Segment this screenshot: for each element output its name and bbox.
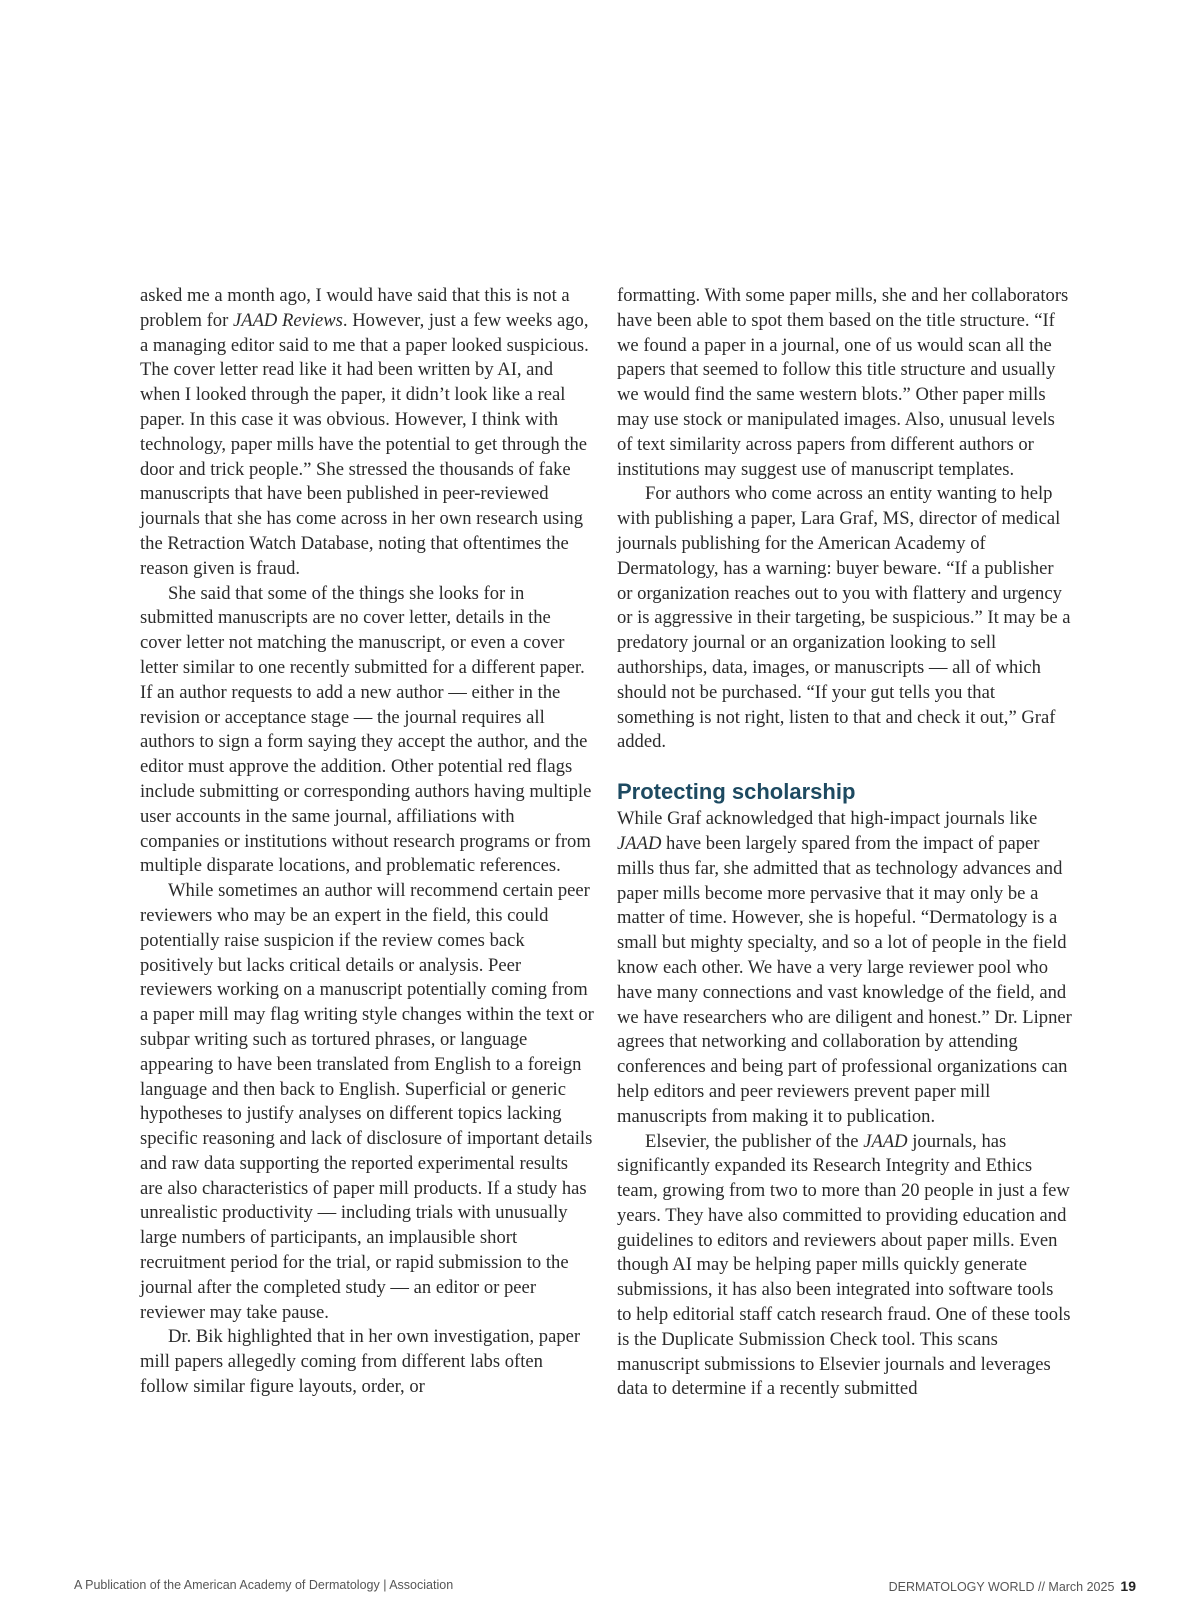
text-run: have been largely spared from the impact of paper mills thus far, she admitted that as technology advances and paper mills become more pervasive that it may only be a matter of time. However, she is hopeful. “Dermatology is a small but mighty specialty, and so a lot of people in the field know each other. We have a very large reviewer pool who have many connections and vast knowledge of the field, and we have researchers who are diligent and honest.” Dr. Lipner agrees that networking and collaboration by attending conferences and being part of professional organizations can help editors and peer reviewers prevent paper mill manuscripts from making it to publication. [617,832,1072,1127]
text-run: . However, just a few weeks ago, a managing editor said to me that a paper looked suspicious. The cover letter read like it had been written by AI, and when I looked through the paper, it didn’t look like a real paper. In this case it was obvious. However, I think with technology, paper mills have the potential to get through the door and trick people.” She stressed the thousands of fake manuscripts that have been published in peer-reviewed journals that she has come across in her own research using the Retraction Watch Database, noting that oftentimes the reason given is fraud. [140,309,589,579]
magazine-name: DERMATOLOGY WORLD [888,1580,1035,1594]
issue-date: March 2025 [1048,1580,1115,1594]
journal-title: JAAD [617,832,662,854]
article-column-right [617,284,1072,1402]
article-column-left [140,284,595,1400]
separator: // [1034,1580,1049,1594]
paragraph: For authors who come across an entity wanting to help with publishing a paper, Lara Graf, MS, director of medical journals publishing for the American Academy of Dermatology, has a warning: buyer beware. “If a publisher or organization reaches out to you with flattery and urgency or is aggressive in their targeting, be suspicious.” It may be a predatory journal or an organization looking to sell authorships, data, images, or manuscripts — all of which should not be purchased. “If your gut tells you that something is not right, listen to that and check it out,” Graf added. [617,483,1071,753]
text-run: journals, has significantly expanded its Research Integrity and Ethics team, growing from two to more than 20 people in just a few years. They have also committed to providing education and guidelines to editors and reviewers about paper mills. Even though AI may be helping paper mills quickly generate submissions, it has also been integrated into software tools to help editorial staff catch research fraud. One of these tools is the Duplicate Submission Check tool. This scans manuscript submissions to Elsevier journals and leverages data to determine if a recently submitted [617,1130,1071,1400]
section-heading: Protecting scholarship [617,779,856,805]
page-number: 19 [1120,1578,1136,1594]
paragraph: While sometimes an author will recommend certain peer reviewers who may be an expert in the field, this could potentially raise suspicion if the review comes back positively but lacks critical details or analysis. Peer reviewers working on a manuscript potentially coming from a paper mill may flag writing style changes within the text or subpar writing such as tortured phrases, or language appearing to have been translated from English to a foreign language and then back to English. Superficial or generic hypotheses to justify analyses on different topics lacking specific reasoning and lack of disclosure of important details and raw data supporting the reported experimental results are also characteristics of paper mill products. If a study has unrealistic productivity — including trials with unusually large numbers of participants, an implausible short recruitment period for the trial, or rapid submission to the journal after the completed study — an editor or peer reviewer may take pause. [140,880,594,1323]
paragraph: Dr. Bik highlighted that in her own investigation, paper mill papers allegedly coming from different labs often follow similar figure layouts, order, or [140,1326,581,1398]
journal-title: JAAD Reviews [232,309,343,331]
paragraph [617,1130,1072,1403]
text-run: asked me a month ago, I would have said that this is not a problem for [140,285,570,331]
paragraph: She said that some of the things she looks for in submitted manuscripts are no cover letter, details in the cover letter not matching the manuscript, or even a cover letter similar to one recently submitted for a different paper. If an author requests to add a new author — either in the revision or acceptance stage — the journal requires all authors to sign a form saying they accept the author, and the editor must approve the addition. Other potential red flags include submitting or corresponding authors having multiple user accounts in the same journal, affiliations with companies or institutions without research programs or from multiple disparate locations, and problematic references. [140,582,592,877]
paragraph: formatting. With some paper mills, she and her collaborators have been able to spot them based on the title structure. “If we found a paper in a journal, one of us would scan all the papers that seemed to follow this title structure and usually we would find the same western blots.” Other paper mills may use stock or manipulated images. Also, unusual levels of text similarity across papers from different authors or institutions may suggest use of manuscript templates. [617,285,1069,480]
paragraph [140,284,595,582]
text-run: Elsevier, the publisher of the [645,1130,864,1152]
paragraph [617,807,1072,1129]
footer-issue-info [889,1578,1136,1594]
text-run: While Graf acknowledged that high-impact journals like [617,808,1038,830]
footer-publication-credit: A Publication of the American Academy of Dermatology | Association [74,1578,454,1592]
journal-title: JAAD [863,1130,908,1152]
